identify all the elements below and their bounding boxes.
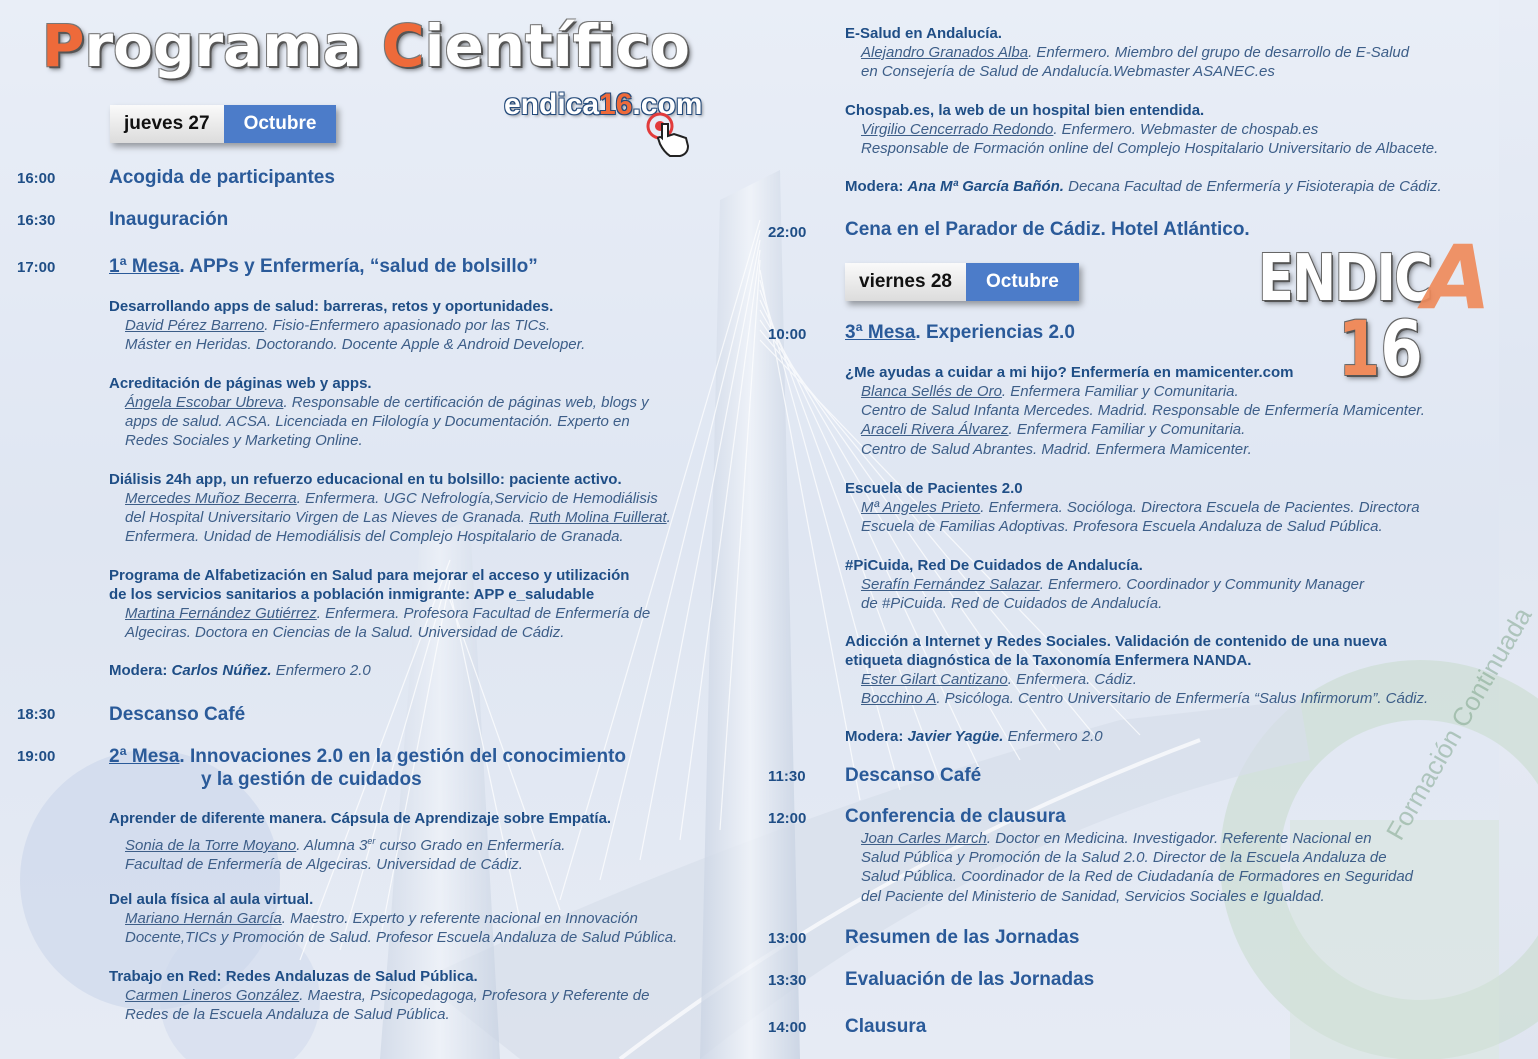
speaker-name: Blanca Sellés de Oro (861, 383, 1002, 400)
speaker-info: Ángela Escobar Ubreva. Responsable de certificación de páginas web, blogs y apps de salud. ACSA. Licenciada en Filología y Documentación. Experto en Redes Sociales y Marketing Online. (125, 394, 649, 450)
session-title: Resumen de las Jornadas (845, 927, 1080, 948)
page-title: Programa Científico (42, 12, 690, 80)
speaker-name: Mercedes Muñoz Becerra (125, 490, 297, 507)
speaker-info: Carmen Lineros González. Maestra, Psicopedagoga, Profesora y Referente de Redes de la Escuela Andaluza de Salud Pública. (125, 987, 650, 1024)
speaker-name: Mª Angeles Prieto (861, 499, 981, 516)
hand-pointer-icon (644, 110, 700, 160)
time-label: 22:00 (768, 224, 807, 241)
time-label: 18:30 (17, 706, 56, 723)
time-label: 13:30 (768, 972, 807, 989)
speaker-info: Mariano Hernán García. Maestro. Experto y referente nacional en Innovación Docente,TICs y Promoción de Salud. Profesor Escuela Andaluza de Salud Pública. (125, 910, 678, 947)
speaker-name: Mariano Hernán García (125, 910, 282, 927)
date-bar-friday (845, 263, 1079, 301)
time-label: 13:00 (768, 930, 807, 947)
time-label: 12:00 (768, 810, 807, 827)
talk-title: Programa de Alfabetización en Salud para mejorar el acceso y utilización de los servicios sanitarios a población inmigrante: APP e_saludable (109, 567, 630, 603)
time-label: 17:00 (17, 259, 56, 276)
speaker-info: David Pérez Barreno. Fisio-Enfermero apasionado por las TICs. Máster en Heridas. Doctorando. Docente Apple & Android Developer. (125, 317, 586, 354)
session-title-mesa2: 2ª Mesa. Innovaciones 2.0 en la gestión del conocimiento y la gestión de cuidados (109, 746, 627, 790)
speaker-name: Ester Gilart Cantizano (861, 671, 1008, 688)
talk-title: #PiCuida, Red De Cuidados de Andalucía. (845, 557, 1143, 574)
session-title: Acogida de participantes (109, 167, 335, 188)
date-month: Octubre (224, 105, 337, 143)
session-title: Inauguración (109, 209, 229, 230)
speaker-info: Serafín Fernández Salazar. Enfermero. Coordinador y Community Manager de #PiCuida. Red de Cuidados de Andalucía. (861, 576, 1365, 613)
speaker-info: Sonia de la Torre Moyano. Alumna 3er curso Grado en Enfermería. Facultad de Enfermería de Algeciras. Universidad de Cádiz. (125, 836, 566, 874)
speaker-name: Joan Carles March (861, 830, 987, 847)
talk-title: Acreditación de páginas web y apps. (109, 375, 372, 392)
time-label: 19:00 (17, 748, 56, 765)
session-title: Clausura (845, 1016, 927, 1037)
talk-title: E-Salud en Andalucía. (845, 25, 1002, 42)
session-title: Conferencia de clausura (845, 806, 1066, 827)
speaker-name: Bocchino A (861, 690, 937, 708)
moderator: Modera: Javier Yagüe. Enfermero 2.0 (845, 728, 1103, 745)
speaker-name: Ruth Molina Fuillerat (529, 509, 667, 527)
website-link[interactable]: endica16.com (504, 88, 703, 121)
talk-title: ¿Me ayudas a cuidar a mi hijo? Enfermería en mamicenter.com (845, 364, 1294, 381)
watermark-text: Formación Continuada (1380, 602, 1538, 845)
speaker-info: Blanca Sellés de Oro. Enfermera Familiar y Comunitaria. Centro de Salud Infanta Mercedes. Madrid. Responsable de Enfermería Mamicenter. Araceli Rivera Álvarez. Enfermera Familiar y Comunitaria. Centro de Salud Abrantes. Madrid. Enfermera Mamicenter. (861, 383, 1425, 458)
time-label: 14:00 (768, 1019, 807, 1036)
speaker-info: Joan Carles March. Doctor en Medicina. Investigador. Referente Nacional en Salud Pública y Promoción de la Salud 2.0. Director de la Escuela Andaluza de Salud Pública. Coordinador de la Red de Ciudadanía de Formadores en Seguridad del Paciente del Ministerio de Sanidad, Servicios Sociales e Igualdad. (861, 830, 1414, 905)
time-label: 16:30 (17, 212, 56, 229)
date-day: jueves 27 (110, 105, 224, 143)
speaker-info: Virgilio Cencerrado Redondo. Enfermero. Webmaster de chospab.es Responsable de Formación online del Complejo Hospitalario Universitario de Albacete. (861, 121, 1439, 158)
speaker-name: Virgilio Cencerrado Redondo (861, 121, 1054, 138)
date-day: viernes 28 (845, 263, 966, 301)
time-label: 11:30 (768, 768, 806, 785)
talk-title: Adicción a Internet y Redes Sociales. Validación de contenido de una nueva etiqueta diagnóstica de la Taxonomía Enfermera NANDA. (845, 633, 1387, 669)
talk-title: Aprender de diferente manera. Cápsula de Aprendizaje sobre Empatía. (109, 810, 612, 827)
session-title: Cena en el Parador de Cádiz. Hotel Atlántico. (845, 219, 1250, 240)
speaker-name: Martina Fernández Gutiérrez (125, 605, 317, 622)
speaker-name: Serafín Fernández Salazar (861, 576, 1040, 593)
talk-title: Escuela de Pacientes 2.0 (845, 480, 1023, 497)
moderator: Modera: Carlos Núñez. Enfermero 2.0 (109, 662, 371, 679)
speaker-info: Alejandro Granados Alba. Enfermero. Miembro del grupo de desarrollo de E-Salud en Consejería de Salud de Andalucía.Webmaster ASANEC.es (861, 44, 1410, 81)
speaker-info: Mercedes Muñoz Becerra. Enfermera. UGC Nefrología,Servicio de Hemodiálisis del Hospital Universitario Virgen de Las Nieves de Granada. Ruth Molina Fuillerat. Enfermera. Unidad de Hemodiálisis del Complejo Hospitalario de Granada. (125, 490, 671, 546)
speaker-name: Alejandro Granados Alba (861, 44, 1029, 61)
endica16-logo: ENDIC A 16 (1258, 226, 1492, 393)
session-title: Descanso Café (845, 765, 982, 786)
talk-title: Del aula física al aula virtual. (109, 891, 314, 908)
speaker-name: David Pérez Barreno (125, 317, 265, 334)
session-title: Descanso Café (109, 704, 246, 725)
talk-title: Diálisis 24h app, un refuerzo educacional en tu bolsillo: paciente activo. (109, 471, 622, 488)
date-bar-thursday (110, 105, 336, 143)
speaker-name: Araceli Rivera Álvarez (861, 421, 1009, 439)
speaker-info: Mª Angeles Prieto. Enfermera. Socióloga. Directora Escuela de Pacientes. Directora Escuela de Familias Adoptivas. Profesora Escuela Andaluza de Salud Pública. (861, 499, 1420, 536)
session-title-mesa1: 1ª Mesa. APPs y Enfermería, “salud de bolsillo” (109, 256, 538, 277)
speaker-name: Sonia de la Torre Moyano (125, 837, 297, 854)
talk-title: Desarrollando apps de salud: barreras, retos y oportunidades. (109, 298, 554, 315)
talk-title: Trabajo en Red: Redes Andaluzas de Salud Pública. (109, 968, 478, 985)
speaker-name: Carmen Lineros González (125, 987, 300, 1004)
talk-title: Chospab.es, la web de un hospital bien entendida. (845, 102, 1205, 119)
speaker-info: Martina Fernández Gutiérrez. Enfermera. Profesora Facultad de Enfermería de Algeciras. Doctora en Ciencias de la Salud. Universidad de Cádiz. (125, 605, 651, 642)
time-label: 10:00 (768, 326, 807, 343)
moderator: Modera: Ana Mª García Bañón. Decana Facultad de Enfermería y Fisioterapia de Cádiz. (845, 178, 1442, 195)
speaker-info: Ester Gilart Cantizano. Enfermera. Cádiz. Bocchino A. Psicóloga. Centro Universitario de Enfermería “Salus Infirmorum”. Cádiz. (861, 671, 1429, 708)
session-title-mesa3: 3ª Mesa. Experiencias 2.0 (845, 322, 1075, 343)
session-title: Evaluación de las Jornadas (845, 969, 1095, 990)
time-label: 16:00 (17, 170, 56, 187)
date-month: Octubre (966, 263, 1079, 301)
speaker-name: Ángela Escobar Ubreva (125, 394, 284, 411)
